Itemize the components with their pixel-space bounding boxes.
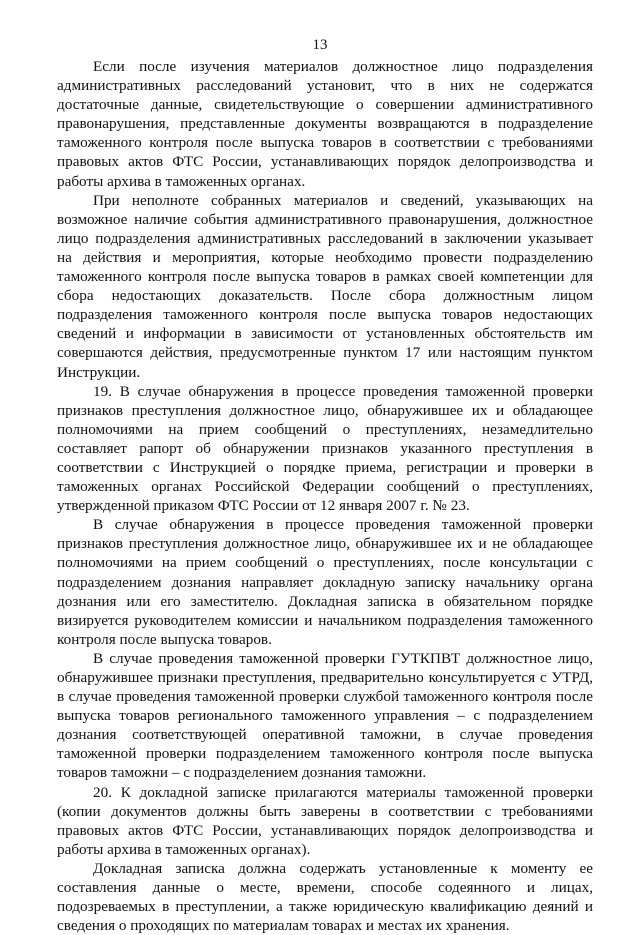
paragraph-incomplete-materials: При неполноте собранных материалов и сведений, указывающих на возможное наличие события административного правонарушения, должностное лицо подразделения административных расследований в заключении указывает на действия и мероприятия, которые необходимо провести подразделению таможенного контроля после выпуска товаров в рамках своей компетенции для сбора недостающих доказательств. После сбора должностным лицом подразделения таможенного контроля после выпуска товаров недостающих сведений и информации в зависимости от установленных обстоятельств им совершаются действия, предусмотренные пунктом 17 или настоящим пунктом Инструкции. — [57, 191, 593, 381]
paragraph-materials-returned: Если после изучения материалов должностное лицо подразделения административных расследований установит, что в них не содержатся достаточные данные, свидетельствующие о совершении административного правонарушения, представленные документы возвращаются в подразделение таможенного контроля после выпуска товаров в соответствии с требованиями правовых актов ФТС России, устанавливающих порядок делопроизводства и работы архива в таможенных органах. — [57, 58, 593, 190]
document-body — [57, 57, 593, 935]
paragraph-item-19: 19. В случае обнаружения в процессе проведения таможенной проверки признаков преступления должностное лицо, обнаружившее их и обладающее полномочиями на прием сообщений о преступлениях, незамедлительно составляет рапорт об обнаружении признаков указанного преступления в соответствии с Инструкцией о порядке приема, регистрации и проверки в таможенных органах Российской Федерации сообщений о преступлениях, утвержденной приказом ФТС России от 12 января 2007 г. № 23. — [57, 382, 593, 515]
paragraph-memo-contents: Докладная записка должна содержать установленные к моменту ее составления данные о месте, времени, способе содеянного и лицах, подозреваемых в преступлении, а также юридическую квалификацию деяний и сведения о проходящих по материалам товарах и местах их хранения. — [57, 859, 593, 935]
paragraph-gutkpvt-consultation: В случае проведения таможенной проверки ГУТКПВТ должностное лицо, обнаружившее признаки преступления, предварительно консультируется с УТРД, в случае проведения таможенной проверки службой таможенного контроля после выпуска товаров регионального таможенного управления – с подразделением дознания соответствующей оперативной таможни, в случае проведения таможенной проверки подразделением таможенного контроля после выпуска товаров таможни – с подразделением дознания таможни. — [57, 649, 593, 782]
paragraph-crime-signs-no-authority: В случае обнаружения в процессе проведения таможенной проверки признаков преступления должностное лицо, обнаружившее их и не обладающее полномочиями на прием сообщений о преступлениях, после консультации с подразделением дознания направляет докладную записку начальнику органа дознания или его заместителю. Докладная записка в обязательном порядке визируется руководителем комиссии и начальником подразделения таможенного контроля после выпуска товаров. — [57, 516, 593, 648]
paragraph-item-20: 20. К докладной записке прилагаются материалы таможенной проверки (копии документов должны быть заверены в соответствии с требованиями правовых актов ФТС России, устанавливающих порядок делопроизводства и работы архива в таможенных органах). — [57, 783, 593, 858]
page-number: 13 — [312, 37, 328, 53]
